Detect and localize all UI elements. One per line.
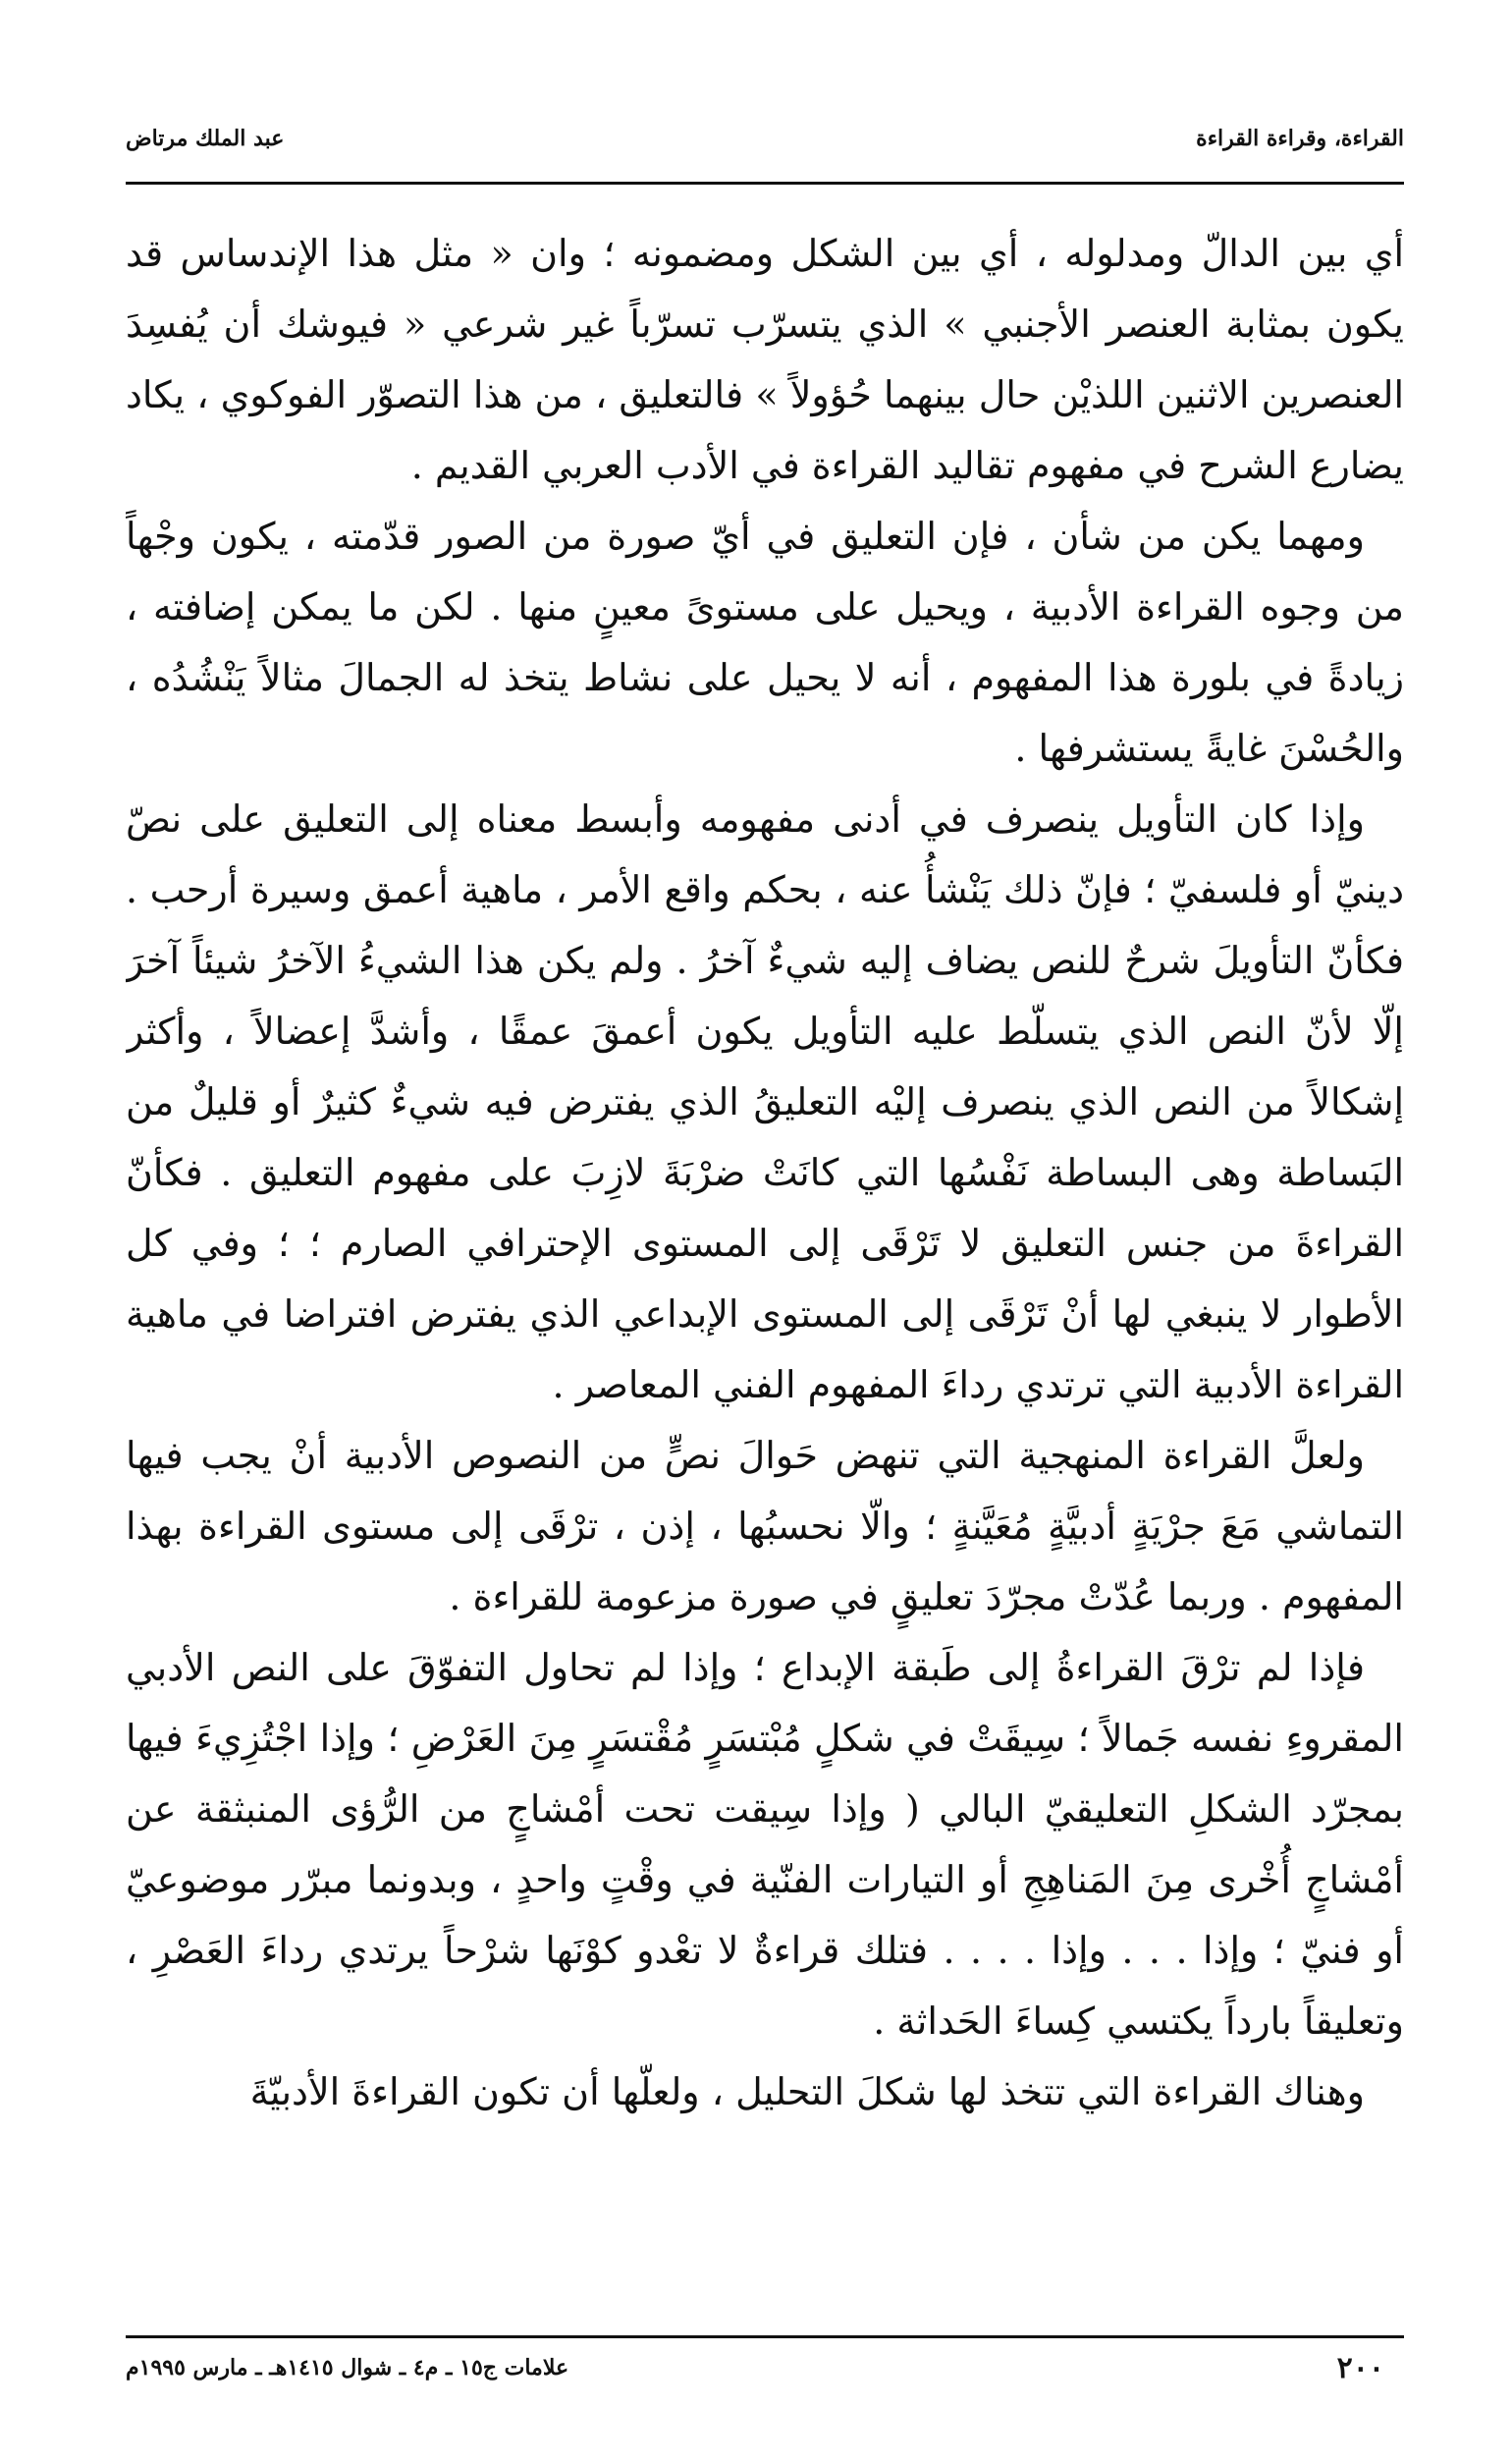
body-text [126,218,1404,2310]
book-title: القراءة، وقراءة القراءة [1196,126,1404,151]
footer [126,2345,1404,2404]
footer-divider [126,2335,1404,2338]
paragraph-4: ولعلَّ القراءة المنهجية التي تنهض حَوالَ نصٍّ من النصوص الأدبية أنْ يجب فيها التماشي مَعَ جرْيَةٍ أدبيَّةٍ مُعَيَّنةٍ ؛ والّا نحسبُها ، إذن ، ترْقَى إلى مستوى القراءة بهذا المفهوم . وربما عُدّتْ مجرّدَ تعليقٍ في صورة مزعومة للقراءة . [126,1434,1404,1618]
journal-info: علامات ج١٥ ـ م٤ ـ شوال ١٤١٥هـ ـ مارس ١٩٩٥م [126,2355,569,2381]
paragraph-6: وهناك القراءة التي تتخذ لها شكلَ التحليل ، ولعلّها أن تكون القراءةَ الأدبيّةَ [249,2070,1365,2113]
paragraph-2: ومهما يكن من شأن ، فإن التعليق في أيّ صورة من الصور قدّمته ، يكون وجْهاً من وجوه القراءة الأدبية ، ويحيل على مستوىً معينٍ منها . لكن ما يمكن إضافته ، زيادةً في بلورة هذا المفهوم ، أنه لا يحيل على نشاط يتخذ له الجمالَ مثالاً يَنْشُدُه ، والحُسْنَ غايةً يستشرفها . [126,515,1404,770]
author-name: عبد الملك مرتاض [126,126,285,151]
header-divider [126,182,1404,185]
paragraph-3: وإذا كان التأويل ينصرف في أدنى مفهومه وأبسط معناه إلى التعليق على نصّ دينيّ أو فلسفيّ ؛ فإنّ ذلك يَنْشأُ عنه ، بحكم واقع الأمر ، ماهية أعمق وسيرة أرحب . فكأنّ التأويلَ شرحٌ للنص يضاف إليه شيءٌ آخرُ . ولم يكن هذا الشيءُ الآخرُ شيئاً آخرَ إلّا لأنّ النص الذي يتسلّط عليه التأويل يكون أعمقَ عمقًا ، وأشدَّ إعضالاً ، وأكثر إشكالاً من النص الذي ينصرف إليْه التعليقُ الذي يفترض فيه شيءٌ كثيرٌ أو قليلٌ من البَساطة وهى البساطة نَفْسُها التي كانَتْ ضرْبَةَ لازِبَ على مفهوم التعليق . فكأنّ القراءةَ من جنس التعليق لا تَرْقَى إلى المستوى الإحترافي الصارم ؛ ؛ وفي كل الأطوار لا ينبغي لها أنْ تَرْقَى إلى المستوى الإبداعي الذي يفترض افتراضا في ماهية القراءة الأدبية التي ترتدي رداءَ المفهوم الفني المعاصر . [126,797,1404,1406]
paragraph-5: فإذا لم ترْقَ القراءةُ إلى طَبقة الإبداع ؛ وإذا لم تحاول التفوّقَ على النص الأدبي المقروءِ نفسه جَمالاً ؛ سِيقَتْ في شكلٍ مُبْتسَرٍ مُقْتسَرٍ مِنَ العَرْضِ ؛ وإذا اجْتُزِيءَ فيها بمجرّد الشكلِ التعليقيّ البالي ( وإذا سِيقت تحت أمْشاجٍ من الرُّؤى المنبثقة عن أمْشاجٍ أُخْرى مِنَ المَناهِجِ أو التيارات الفنّية في وقْتٍ واحدٍ ، وبدونما مبرّر موضوعيّ أو فنيّ ؛ وإذا . . . وإذا . . . . فتلك قراءةٌ لا تعْدو كوْنَها شرْحاً يرتدي رداءَ العَصْرِ ، وتعليقاً بارداً يكتسي كِساءَ الحَداثة . [126,1646,1404,2043]
running-head [126,118,1404,177]
paragraph-1: أي بين الدالّ ومدلوله ، أي بين الشكل ومضمونه ؛ وان « مثل هذا الإندساس قد يكون بمثابة العنصر الأجنبي » الذي يتسرّب تسرّباً غير شرعي « فيوشك أن يُفسِدَ العنصرين الاثنين اللذيْن حال بينهما حُؤولاً » فالتعليق ، من هذا التصوّر الفوكوي ، يكاد يضارع الشرح في مفهوم تقاليد القراءة في الأدب العربي القديم . [126,232,1404,487]
page-number: ٢٠٠ [1336,2351,1384,2385]
